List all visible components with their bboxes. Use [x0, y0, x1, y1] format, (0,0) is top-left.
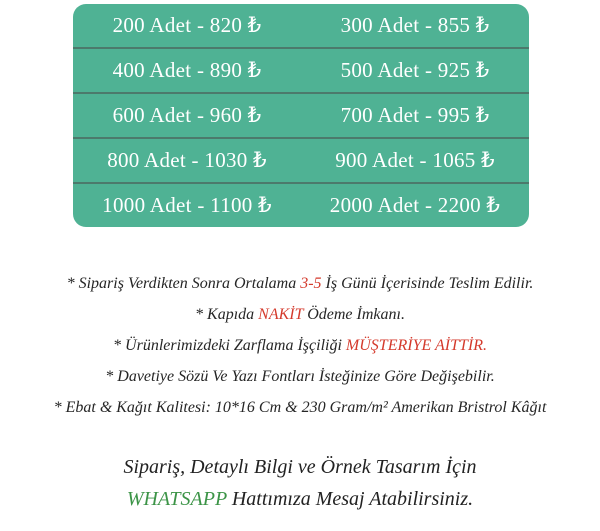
- note-text: * Davetiye Sözü Ve Yazı Fontları İsteğinize Göre Değişebilir.: [105, 368, 495, 385]
- pricing-table: [73, 4, 529, 227]
- pricing-cell: 1000 Adet - 1100 ₺: [102, 193, 272, 217]
- note-text: İş Günü İçerisinde Teslim Edilir.: [321, 275, 534, 292]
- pricing-cell: 700 Adet - 995 ₺: [340, 103, 490, 127]
- note-text: Ödeme İmkanı.: [303, 306, 405, 323]
- order-notes: [0, 268, 600, 423]
- pricing-cell: 800 Adet - 1030 ₺: [107, 148, 267, 172]
- pricing-cell: 200 Adet - 820 ₺: [112, 13, 262, 37]
- pricing-row: [73, 4, 529, 47]
- pricing-cell: 900 Adet - 1065 ₺: [335, 148, 495, 172]
- note-line-paper: [0, 392, 600, 423]
- pricing-cell: 2000 Adet - 2200 ₺: [329, 193, 501, 217]
- footer-line-2: [0, 483, 600, 515]
- footer-line-1: Sipariş, Detaylı Bilgi ve Örnek Tasarım İçin: [123, 456, 477, 478]
- pricing-cell: 300 Adet - 855 ₺: [340, 13, 490, 37]
- note-highlight: 3-5: [300, 275, 322, 292]
- whatsapp-text: WHATSAPP: [126, 488, 227, 510]
- footer-line-2-rest: Hattımıza Mesaj Atabilirsiniz.: [226, 488, 474, 510]
- note-text: * Ebat & Kağıt Kalitesi: 10*16 Cm & 230 Gram/m² Amerikan Bristrol Kâğıt: [53, 399, 547, 416]
- note-text: * Sipariş Verdikten Sonra Ortalama: [66, 275, 301, 292]
- pricing-row: [73, 137, 529, 182]
- note-line-delivery: [0, 268, 600, 299]
- note-line-payment: [0, 299, 600, 330]
- note-highlight: NAKİT: [258, 306, 304, 323]
- contact-footer: [0, 451, 600, 515]
- pricing-row: [73, 92, 529, 137]
- note-line-envelope: [0, 330, 600, 361]
- pricing-row: [73, 182, 529, 227]
- note-highlight: MÜŞTERİYE AİTTİR.: [345, 337, 487, 354]
- pricing-cell: 600 Adet - 960 ₺: [112, 103, 262, 127]
- note-line-fonts: [0, 361, 600, 392]
- note-text: * Ürünlerimizdeki Zarflama İşçiliği: [113, 337, 346, 354]
- pricing-cell: 500 Adet - 925 ₺: [340, 58, 490, 82]
- pricing-cell: 400 Adet - 890 ₺: [112, 58, 262, 82]
- note-text: * Kapıda: [195, 306, 259, 323]
- pricing-row: [73, 47, 529, 92]
